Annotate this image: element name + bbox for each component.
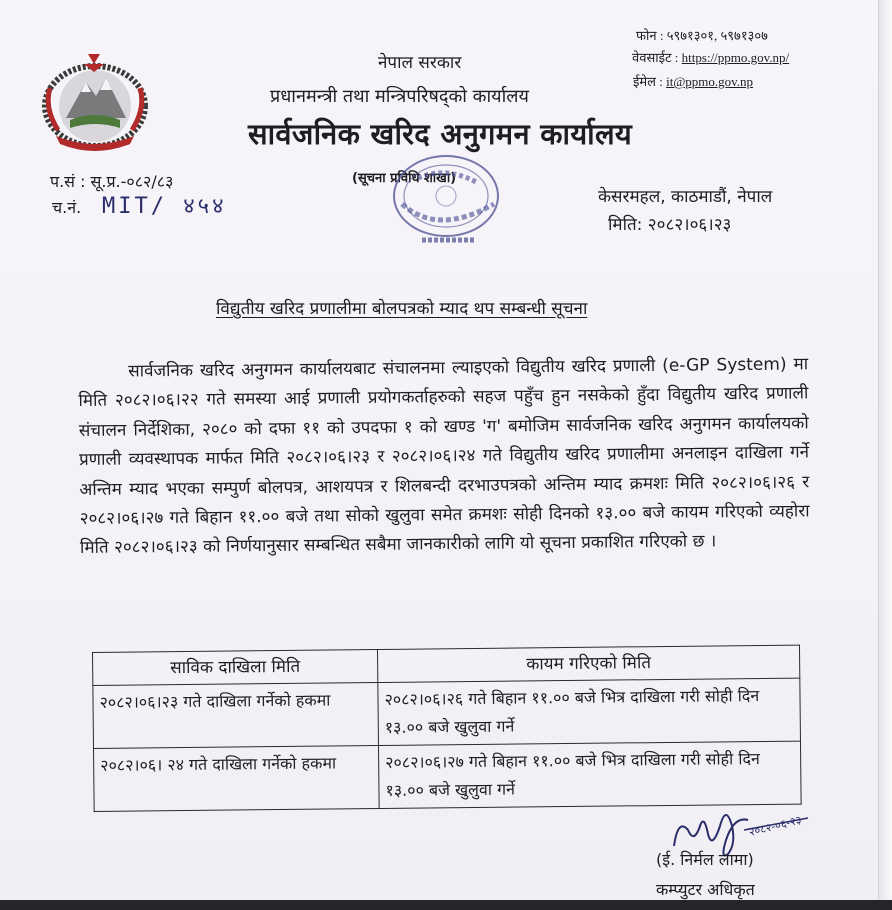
nepal-government-emblem — [36, 48, 154, 152]
table-row — [93, 678, 801, 748]
scan-edge — [879, 0, 892, 910]
signature-date: २०८२-०६-२३ — [747, 813, 803, 839]
office-address: केसरमहल, काठमाडौं, नेपाल — [598, 187, 773, 207]
table-cell-revised: २०८२।०६।२७ गते बिहान ११.०० बजे भित्र दाखिला गरी सोही दिन १३.०० बजे खुलुवा गर्ने — [378, 741, 801, 808]
signatory-designation: कम्प्युटर अधिकृत — [656, 880, 755, 899]
website-label: वेवसाईट : — [632, 50, 682, 65]
dispatch-number-label: च.नं. — [52, 198, 82, 217]
reference-number: प.सं : सू.प्र.-०८२/८३ — [50, 172, 174, 191]
table-cell-previous: २०८२।०६।२३ गते दाखिला गर्नेको हकमा — [93, 683, 379, 749]
dispatch-number-handwritten: MIT/ ४५४ — [102, 194, 227, 219]
deadline-extension-table — [92, 645, 802, 812]
table-cell-previous: २०८२।०६। २४ गते दाखिला गर्नेको हकमा — [94, 746, 380, 812]
column-header-previous-date: साविक दाखिला मिति — [93, 650, 378, 686]
ministry-title: प्रधानमन्त्री तथा मन्त्रिपरिषद्को कार्यालय — [270, 86, 529, 107]
signatory-name: (ई. निर्मल लामा) — [656, 850, 754, 869]
letter-date: मिति: २०८२।०६।२३ — [608, 215, 732, 235]
email-line — [633, 72, 753, 90]
email-link[interactable]: it@ppmo.gov.np — [666, 74, 754, 89]
government-title: नेपाल सरकार — [378, 53, 462, 73]
table-cell-revised: २०८२।०६।२६ गते बिहान ११.०० बजे भित्र दाखिला गरी सोही दिन १३.०० बजे खुलुवा गर्ने — [378, 678, 801, 745]
phone-numbers: फोन : ५९७१३०१, ५९७१३०७ — [636, 28, 768, 43]
office-title: सार्वजनिक खरिद अनुगमन कार्यालय — [248, 117, 633, 151]
column-header-revised-date: कायम गरिएको मिति — [377, 645, 799, 682]
office-stamp — [378, 148, 508, 258]
branch-title: (सूचना प्रविधि शाखा) — [352, 171, 457, 186]
website-link[interactable]: https://ppmo.gov.np/ — [681, 50, 790, 65]
website-line — [632, 48, 789, 66]
email-label: ईमेल : — [633, 74, 667, 89]
bottom-border — [0, 900, 892, 910]
notice-body: सार्वजनिक खरिद अनुगमन कार्यालयबाट संचालनमा ल्याइएको विद्युतीय खरिद प्रणाली (e-GP System) मा मिति २०८२।०६।२२ गते समस्या आई प्रणाली प्रयोगकर्ताहरुको सहज पहुँच हुन नसकेको हुँदा विद्युतीय खरिद प्रणाली संचालन निर्देशिका, २०८० को दफा ११ को उपदफा १ को खण्ड 'ग' बमोजिम सार्वजनिक खरिद अनुगमन कार्यालयको प्रणाली व्यवस्थापक मार्फत मिति २०८२।०६।२३ र २०८२।०६।२४ गते विद्युतीय खरिद प्रणालीमा अनलाइन दाखिला गर्ने अन्तिम म्याद भएका सम्पुर्ण बोलपत्र, आशयपत्र र शिलबन्दी दरभाउपत्रको अन्तिम म्याद क्रमशः मिति २०८२।०६।२६ र २०८२।०६।२७ गते बिहान ११.०० बजे तथा सोको खुलुवा समेत क्रमशः सोही दिनको १३.०० बजे कायम गरिएको व्यहोरा मिति २०८२।०६।२३ को निर्णयानुसार सम्बन्धित सबैमा जानकारीको लागि यो सूचना प्रकाशित गरिएको छ । — [78, 354, 810, 559]
notice-subject: विद्युतीय खरिद प्रणालीमा बोलपत्रको म्याद थप सम्बन्धी सूचना — [216, 299, 588, 319]
